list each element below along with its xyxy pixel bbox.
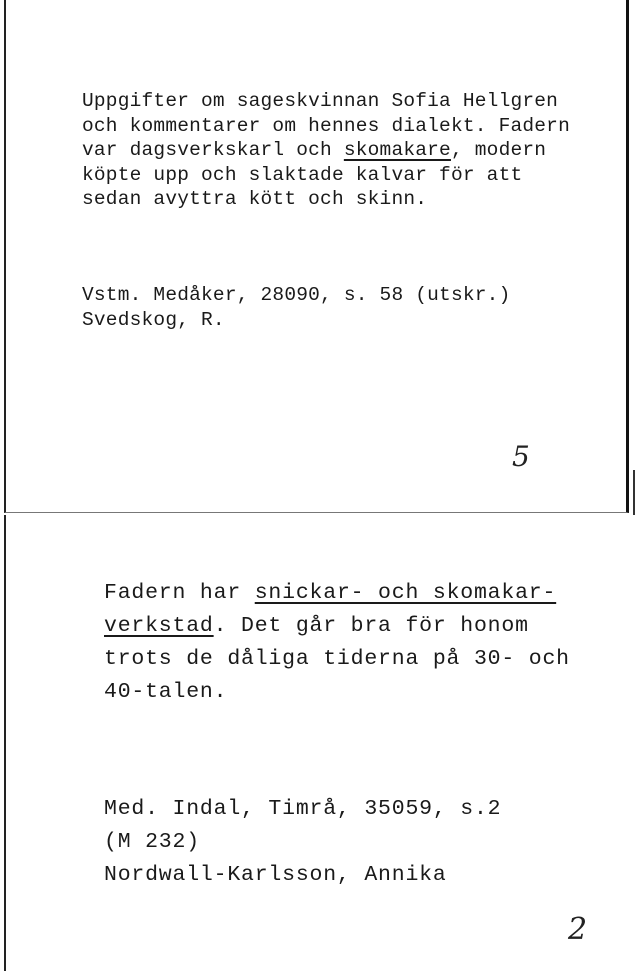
archive-card-top (4, 0, 629, 513)
card-bottom-source-line-1: Med. Indal, Timrå, 35059, s.2 (104, 797, 502, 821)
card-top-page-number: 5 (512, 440, 530, 473)
card-bottom-source (104, 793, 501, 892)
underlined-phrase-snickar-skomakar: snickar- och skomakar- (254, 581, 557, 605)
card-top-source-line-2: Svedskog, R. (82, 308, 225, 331)
underlined-word-skomakare: skomakare (343, 139, 451, 161)
card-top-line-2: och kommentarer om hennes dialekt. Fadern (82, 114, 570, 137)
card-top-line-3: var dagsverkskarl och skomakare, modern (82, 139, 547, 161)
card-bottom-line-4: 40-talen. (104, 680, 228, 704)
card-bottom-line-3: trots de dåliga tiderna på 30- och (104, 647, 570, 671)
card-bottom-source-line-2: (M 232) (104, 830, 200, 854)
card-bottom-line-2: verkstad. Det går bra för honom (104, 614, 529, 638)
underlined-word-verkstad: verkstad (104, 614, 214, 638)
card-top-source (82, 283, 510, 332)
card-bottom-source-line-3: Nordwall-Karlsson, Annika (104, 863, 447, 887)
card-top-source-line-1: Vstm. Medåker, 28090, s. 58 (utskr.) (82, 284, 511, 306)
card-bottom-body-text (104, 577, 570, 709)
card-bottom-page-number: 2 (568, 912, 588, 947)
archive-card-bottom (4, 515, 635, 971)
card-bottom-line-1: Fadern har snickar- och skomakar- (104, 581, 557, 605)
card-top-body-text (82, 89, 570, 212)
card-top-line-4: köpte upp och slaktade kalvar för att (82, 163, 523, 186)
card-top-line-5: sedan avyttra kött och skinn. (82, 188, 428, 210)
card-top-line-1: Uppgifter om sageskvinnan Sofia Hellgren (82, 90, 559, 112)
